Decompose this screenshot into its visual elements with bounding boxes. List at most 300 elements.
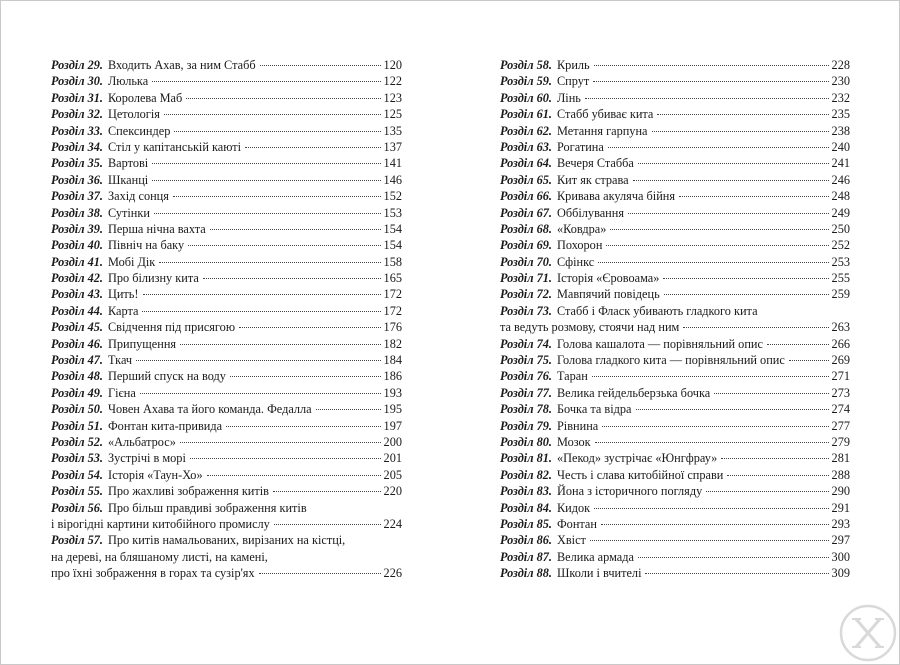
dot-leader <box>136 360 380 361</box>
chapter-number: Розділ 30. <box>51 74 103 89</box>
dot-leader <box>154 213 381 214</box>
chapter-number: Розділ 78. <box>500 402 552 417</box>
chapter-title: Стіл у капітанській каюті <box>107 139 242 154</box>
chapter-number: Розділ 48. <box>51 369 103 384</box>
toc-entry-line <box>500 532 850 548</box>
chapter-title: Рівнина <box>556 418 599 433</box>
dot-leader <box>606 245 828 246</box>
toc-entry-line <box>51 221 402 237</box>
dot-leader <box>594 508 828 509</box>
toc-entry-line <box>500 565 850 581</box>
toc-entry-line <box>500 303 850 319</box>
chapter-number: Розділ 54. <box>51 467 103 482</box>
chapter-title: Велика гейдельберзька бочка <box>556 385 711 400</box>
dot-leader <box>652 131 829 132</box>
toc-entry-line <box>500 434 850 450</box>
page-number: 277 <box>831 418 850 433</box>
toc-entry-line <box>51 286 402 302</box>
chapter-title: Про китів намальованих, вирізаних на кістці, <box>107 533 346 548</box>
chapter-title: Вечеря Стабба <box>556 156 634 171</box>
page-number: 279 <box>831 434 850 449</box>
chapter-title: Кривава акуляча бійня <box>556 189 676 204</box>
chapter-number: Розділ 46. <box>51 336 103 351</box>
chapter-title: Сутінки <box>107 205 150 220</box>
dot-leader <box>239 327 381 328</box>
chapter-number: Розділ 70. <box>500 254 552 269</box>
toc-entry-line <box>500 221 850 237</box>
chapter-title: Криль <box>556 58 590 72</box>
chapter-title: Про більш правдиві зображення китів <box>107 500 307 515</box>
chapter-number: Розділ 75. <box>500 353 552 368</box>
toc-entry-line <box>51 565 402 581</box>
toc-entry-line <box>51 385 402 401</box>
chapter-number: Розділ 68. <box>500 221 552 236</box>
toc-entry-line <box>500 467 850 483</box>
chapter-number: Розділ 73. <box>500 303 552 318</box>
toc-entry-line <box>500 368 850 384</box>
dot-leader <box>152 163 380 164</box>
chapter-title: Зустрічі в морі <box>107 451 186 466</box>
page-number: 288 <box>831 467 850 482</box>
chapter-title: Оббілування <box>556 205 624 220</box>
chapter-title: Мавпячий повідець <box>556 287 660 302</box>
toc-entry-line <box>51 57 402 73</box>
page-number: 253 <box>831 254 850 269</box>
page-number: 158 <box>383 254 402 269</box>
dot-leader <box>259 573 381 574</box>
dot-leader <box>274 524 381 525</box>
page-number: 123 <box>383 90 402 105</box>
toc-entry-line <box>51 237 402 253</box>
toc-entry-line <box>51 549 402 565</box>
dot-leader <box>273 491 381 492</box>
chapter-title: Ткач <box>107 353 133 368</box>
chapter-title: Свідчення під присягою <box>107 320 236 335</box>
chapter-number: Розділ 42. <box>51 271 103 286</box>
chapter-title: Мобі Дік <box>107 254 156 269</box>
page-number: 241 <box>831 156 850 171</box>
chapter-number: Розділ 72. <box>500 287 552 302</box>
page-number: 220 <box>383 484 402 499</box>
chapter-title: Похорон <box>556 238 603 253</box>
page-number: 141 <box>383 156 402 171</box>
dot-leader <box>767 344 829 345</box>
toc-entry-line <box>500 450 850 466</box>
chapter-title: «Ковдра» <box>556 221 607 236</box>
dot-leader <box>664 294 829 295</box>
dot-leader <box>610 229 828 230</box>
page-number: 200 <box>383 434 402 449</box>
page-number: 290 <box>831 484 850 499</box>
toc-entry-line <box>500 336 850 352</box>
page-number: 291 <box>831 500 850 515</box>
toc-entry-line <box>51 270 402 286</box>
dot-leader <box>152 180 380 181</box>
page-number: 297 <box>831 533 850 548</box>
dot-leader <box>645 573 828 574</box>
dot-leader <box>260 65 381 66</box>
toc-entry-line <box>500 139 850 155</box>
dot-leader <box>721 458 828 459</box>
dot-leader <box>142 311 380 312</box>
chapter-title: Хвіст <box>556 533 586 548</box>
chapter-title: Цить! <box>107 287 139 302</box>
page-number: 235 <box>831 107 850 122</box>
page-number: 266 <box>831 336 850 351</box>
chapter-number: Розділ 85. <box>500 516 552 531</box>
page-number: 271 <box>831 369 850 384</box>
page-number: 146 <box>383 172 402 187</box>
toc-entry-line <box>51 139 402 155</box>
chapter-title: Лінь <box>556 90 581 105</box>
chapter-title: Фонтан кита-привида <box>107 418 223 433</box>
toc-entry-line <box>51 483 402 499</box>
toc-entry-line <box>51 500 402 516</box>
dot-leader <box>679 196 829 197</box>
chapter-number: Розділ 88. <box>500 566 552 581</box>
chapter-number: Розділ 86. <box>500 533 552 548</box>
chapter-title: Входить Ахав, за ним Стабб <box>107 58 256 72</box>
dot-leader <box>592 376 829 377</box>
chapter-title: Про жахливі зображення китів <box>107 484 269 499</box>
chapter-number: Розділ 71. <box>500 271 552 286</box>
dot-leader <box>210 229 381 230</box>
chapter-title: Таран <box>556 369 588 384</box>
toc-entry-line <box>500 172 850 188</box>
page-number: 135 <box>383 123 402 138</box>
chapter-title: Історія «Єровоама» <box>556 271 660 286</box>
page-number: 176 <box>383 320 402 335</box>
page-number: 309 <box>831 566 850 581</box>
dot-leader <box>706 491 828 492</box>
page-number: 281 <box>831 451 850 466</box>
toc-entry-line <box>500 352 850 368</box>
toc-entry-line <box>500 123 850 139</box>
page-number: 193 <box>383 385 402 400</box>
toc-entry-line <box>51 205 402 221</box>
page-number: 152 <box>383 189 402 204</box>
toc-entry-line <box>500 286 850 302</box>
chapter-number: Розділ 77. <box>500 385 552 400</box>
chapter-title: і вірогідні картини китобійного промислу <box>51 516 270 531</box>
chapter-title: Метання гарпуна <box>556 123 648 138</box>
dot-leader <box>152 81 380 82</box>
toc-entry-line <box>500 155 850 171</box>
dot-leader <box>164 114 381 115</box>
chapter-title: Стабб і Фласк убивають гладкого кита <box>556 303 758 318</box>
toc-entry-line <box>51 418 402 434</box>
dot-leader <box>159 262 380 263</box>
dot-leader <box>245 147 380 148</box>
chapter-title: Захід сонця <box>107 189 169 204</box>
page-number: 172 <box>383 287 402 302</box>
chapter-title: Гієна <box>107 385 136 400</box>
chapter-number: Розділ 80. <box>500 434 552 449</box>
chapter-title: Велика армада <box>556 549 634 564</box>
chapter-number: Розділ 62. <box>500 123 552 138</box>
chapter-number: Розділ 67. <box>500 205 552 220</box>
dot-leader <box>593 81 828 82</box>
dot-leader <box>143 294 381 295</box>
toc-entry-line <box>500 270 850 286</box>
dot-leader <box>595 442 829 443</box>
chapter-number: Розділ 64. <box>500 156 552 171</box>
chapter-title: Рогатина <box>556 139 604 154</box>
toc-entry-line <box>500 254 850 270</box>
toc-entry-line <box>500 73 850 89</box>
chapter-title: Спексиндер <box>107 123 171 138</box>
chapter-title: Припущення <box>107 336 177 351</box>
toc-entry-line <box>500 90 850 106</box>
toc-entry-line <box>51 254 402 270</box>
chapter-title: Човен Ахава та його команда. Федалла <box>107 402 312 417</box>
dot-leader <box>230 376 381 377</box>
toc-entry-line <box>51 90 402 106</box>
chapter-number: Розділ 33. <box>51 123 103 138</box>
dot-leader <box>316 409 381 410</box>
chapter-title: Стабб убиває кита <box>556 107 654 122</box>
chapter-title: про їхні зображення в горах та сузір'ях <box>51 566 255 581</box>
dot-leader <box>608 147 829 148</box>
chapter-number: Розділ 56. <box>51 500 103 515</box>
toc-entry-line <box>51 172 402 188</box>
chapter-title: Кит як страва <box>556 172 629 187</box>
toc-entry-line <box>500 188 850 204</box>
chapter-number: Розділ 81. <box>500 451 552 466</box>
chapter-title: Перший спуск на воду <box>107 369 226 384</box>
page-number: 255 <box>831 271 850 286</box>
chapter-number: Розділ 84. <box>500 500 552 515</box>
toc-entry-line <box>51 188 402 204</box>
chapter-number: Розділ 38. <box>51 205 103 220</box>
chapter-number: Розділ 45. <box>51 320 103 335</box>
toc-entry-line <box>51 516 402 532</box>
dot-leader <box>727 475 828 476</box>
chapter-number: Розділ 57. <box>51 533 103 548</box>
chapter-number: Розділ 83. <box>500 484 552 499</box>
dot-leader <box>628 213 829 214</box>
page-number: 246 <box>831 172 850 187</box>
page-number: 300 <box>831 549 850 564</box>
dot-leader <box>714 393 828 394</box>
toc-entry-line <box>51 467 402 483</box>
dot-leader <box>226 426 380 427</box>
chapter-title: Спрут <box>556 74 590 89</box>
chapter-title: Шканці <box>107 172 149 187</box>
toc-entry-line <box>500 237 850 253</box>
page-number: 122 <box>383 74 402 89</box>
toc-entry-line <box>500 319 850 335</box>
toc-entry-line <box>51 73 402 89</box>
chapter-title: та ведуть розмову, стоячи над ним <box>500 320 680 335</box>
page-number: 273 <box>831 385 850 400</box>
chapter-title: Бочка та відра <box>556 402 632 417</box>
watermark-x-icon <box>838 603 898 663</box>
chapter-number: Розділ 58. <box>500 58 552 72</box>
chapter-number: Розділ 47. <box>51 353 103 368</box>
chapter-title: Школи і вчителі <box>556 566 642 581</box>
toc-entry-line <box>500 106 850 122</box>
dot-leader <box>683 327 828 328</box>
chapter-number: Розділ 49. <box>51 385 103 400</box>
chapter-number: Розділ 52. <box>51 434 103 449</box>
toc-entry-line <box>500 57 850 73</box>
chapter-title: Перша нічна вахта <box>107 221 206 236</box>
dot-leader <box>186 98 380 99</box>
page-number: 232 <box>831 90 850 105</box>
chapter-number: Розділ 37. <box>51 189 103 204</box>
chapter-number: Розділ 53. <box>51 451 103 466</box>
toc-left-column <box>51 57 402 582</box>
chapter-number: Розділ 60. <box>500 90 552 105</box>
chapter-title: Мозок <box>556 434 591 449</box>
dot-leader <box>602 426 828 427</box>
chapter-number: Розділ 59. <box>500 74 552 89</box>
dot-leader <box>594 65 829 66</box>
chapter-number: Розділ 36. <box>51 172 103 187</box>
chapter-title: Йона з історичного погляду <box>556 484 703 499</box>
page-number: 125 <box>383 107 402 122</box>
dot-leader <box>180 344 380 345</box>
toc-entry-line <box>500 385 850 401</box>
page-number: 201 <box>383 451 402 466</box>
chapter-number: Розділ 41. <box>51 254 103 269</box>
dot-leader <box>601 524 829 525</box>
chapter-title: «Пекод» зустрічає «Юнгфрау» <box>556 451 718 466</box>
page-number: 195 <box>383 402 402 417</box>
dot-leader <box>598 262 828 263</box>
chapter-number: Розділ 87. <box>500 549 552 564</box>
chapter-number: Розділ 63. <box>500 139 552 154</box>
dot-leader <box>638 557 829 558</box>
chapter-number: Розділ 55. <box>51 484 103 499</box>
toc-entry-line <box>51 401 402 417</box>
dot-leader <box>585 98 829 99</box>
chapter-title: на дереві, на бляшаному листі, на камені, <box>51 549 268 564</box>
toc-entry-line <box>51 450 402 466</box>
page-number: 259 <box>831 287 850 302</box>
toc-entry-line <box>51 336 402 352</box>
dot-leader <box>190 458 381 459</box>
toc-entry-line <box>500 401 850 417</box>
toc-entry-line <box>51 106 402 122</box>
chapter-number: Розділ 61. <box>500 107 552 122</box>
dot-leader <box>663 278 828 279</box>
page-number: 249 <box>831 205 850 220</box>
chapter-title: Королева Маб <box>107 90 183 105</box>
chapter-number: Розділ 43. <box>51 287 103 302</box>
chapter-number: Розділ 66. <box>500 189 552 204</box>
page-number: 197 <box>383 418 402 433</box>
toc-entry-line <box>500 205 850 221</box>
toc-entry-line <box>51 155 402 171</box>
page-number: 226 <box>383 566 402 581</box>
toc-entry-line <box>51 434 402 450</box>
page-number: 154 <box>383 238 402 253</box>
toc-entry-line <box>51 352 402 368</box>
chapter-title: Люлька <box>107 74 149 89</box>
toc-entry-line <box>500 483 850 499</box>
chapter-number: Розділ 74. <box>500 336 552 351</box>
dot-leader <box>173 196 381 197</box>
page-number: 269 <box>831 353 850 368</box>
page-number: 238 <box>831 123 850 138</box>
page-number: 230 <box>831 74 850 89</box>
dot-leader <box>638 163 829 164</box>
chapter-number: Розділ 40. <box>51 238 103 253</box>
chapter-title: Сфінкс <box>556 254 595 269</box>
page-number: 137 <box>383 139 402 154</box>
page-number: 186 <box>383 369 402 384</box>
page-number: 154 <box>383 221 402 236</box>
toc-right-column <box>500 57 850 582</box>
chapter-number: Розділ 76. <box>500 369 552 384</box>
chapter-number: Розділ 32. <box>51 107 103 122</box>
chapter-title: Історія «Таун-Хо» <box>107 467 203 482</box>
page-number: 293 <box>831 516 850 531</box>
chapter-title: Карта <box>107 303 139 318</box>
chapter-number: Розділ 35. <box>51 156 103 171</box>
toc-entry-line <box>51 319 402 335</box>
page-number: 228 <box>831 58 850 72</box>
chapter-title: Голова кашалота — порівняльний опис <box>556 336 763 351</box>
chapter-title: Фонтан <box>556 516 597 531</box>
page-number: 120 <box>383 58 402 72</box>
chapter-number: Розділ 65. <box>500 172 552 187</box>
chapter-title: «Альбатрос» <box>107 434 176 449</box>
page-number: 274 <box>831 402 850 417</box>
dot-leader <box>636 409 829 410</box>
dot-leader <box>140 393 381 394</box>
toc-entry-line <box>51 532 402 548</box>
page-number: 182 <box>383 336 402 351</box>
dot-leader <box>203 278 381 279</box>
chapter-number: Розділ 44. <box>51 303 103 318</box>
page-number: 240 <box>831 139 850 154</box>
toc-entry-line <box>51 368 402 384</box>
page-number: 263 <box>831 320 850 335</box>
page-number: 224 <box>383 516 402 531</box>
toc-entry-line <box>51 303 402 319</box>
chapter-number: Розділ 50. <box>51 402 103 417</box>
dot-leader <box>590 540 829 541</box>
chapter-number: Розділ 69. <box>500 238 552 253</box>
chapter-title: Голова гладкого кита — порівняльний опис <box>556 353 785 368</box>
page-number: 252 <box>831 238 850 253</box>
chapter-title: Цетологія <box>107 107 160 122</box>
page-number: 153 <box>383 205 402 220</box>
toc-entry-line <box>500 418 850 434</box>
page-number: 205 <box>383 467 402 482</box>
dot-leader <box>174 131 380 132</box>
dot-leader <box>789 360 829 361</box>
chapter-number: Розділ 82. <box>500 467 552 482</box>
chapter-title: Кидок <box>556 500 591 515</box>
chapter-number: Розділ 39. <box>51 221 103 236</box>
chapter-number: Розділ 29. <box>51 58 103 72</box>
chapter-number: Розділ 31. <box>51 90 103 105</box>
toc-entry-line <box>51 123 402 139</box>
chapter-title: Про білизну кита <box>107 271 199 286</box>
page-number: 248 <box>831 189 850 204</box>
toc-entry-line <box>500 516 850 532</box>
toc-entry-line <box>500 500 850 516</box>
dot-leader <box>180 442 381 443</box>
chapter-title: Північ на баку <box>107 238 185 253</box>
page-number: 165 <box>383 271 402 286</box>
page-number: 172 <box>383 303 402 318</box>
dot-leader <box>657 114 828 115</box>
